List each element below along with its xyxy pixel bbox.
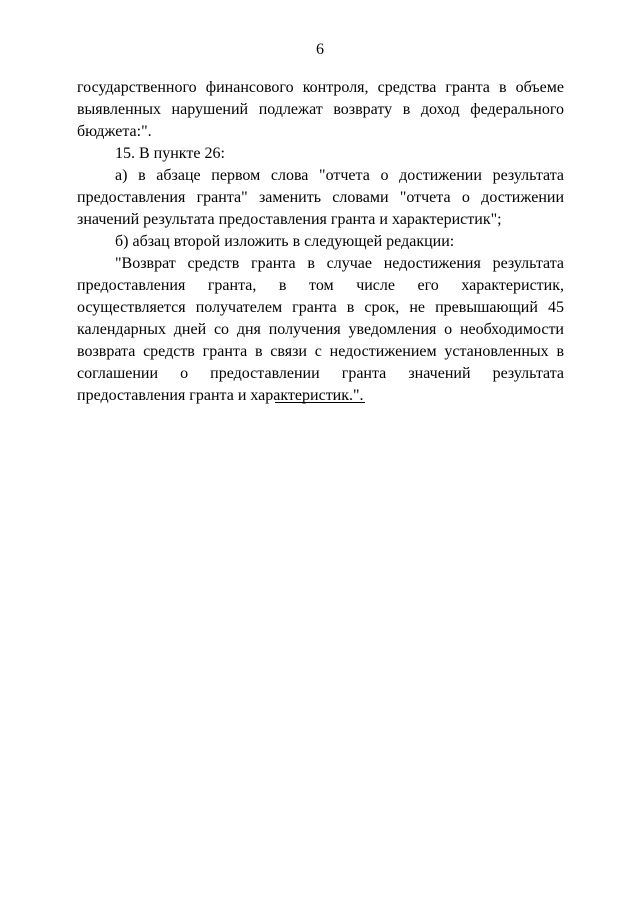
paragraph-quoted-text: "Возврат средств гранта в случае недостижения результата предоставления гранта, в том числе его характеристик, осуществляется получателем гранта в срок, не превышающий 45 календарных дней со дня получения уведомления о необходимости возврата средств гранта в связи с недостижением установленных в соглашении о предоставлении гранта значений результата предоставления гранта и характеристик.". — [77, 255, 564, 404]
paragraph-subitem-a: а) в абзаце первом слова "отчета о достижении результата предоставления гранта" заменить словами "отчета о достижении значений результата предоставления гранта и характеристик"; — [77, 167, 564, 228]
page-number: 6 — [316, 41, 324, 58]
paragraph-item-15: 15. В пункте 26: — [115, 145, 225, 162]
paragraph-subitem-b: б) абзац второй изложить в следующей редакции: — [115, 233, 455, 250]
paragraph-continuation: государственного финансового контроля, средства гранта в объеме выявленных нарушений подлежат возврату в доход федерального бюджета:". — [77, 79, 564, 140]
end-separator-line — [275, 402, 365, 403]
document-body — [77, 77, 564, 407]
